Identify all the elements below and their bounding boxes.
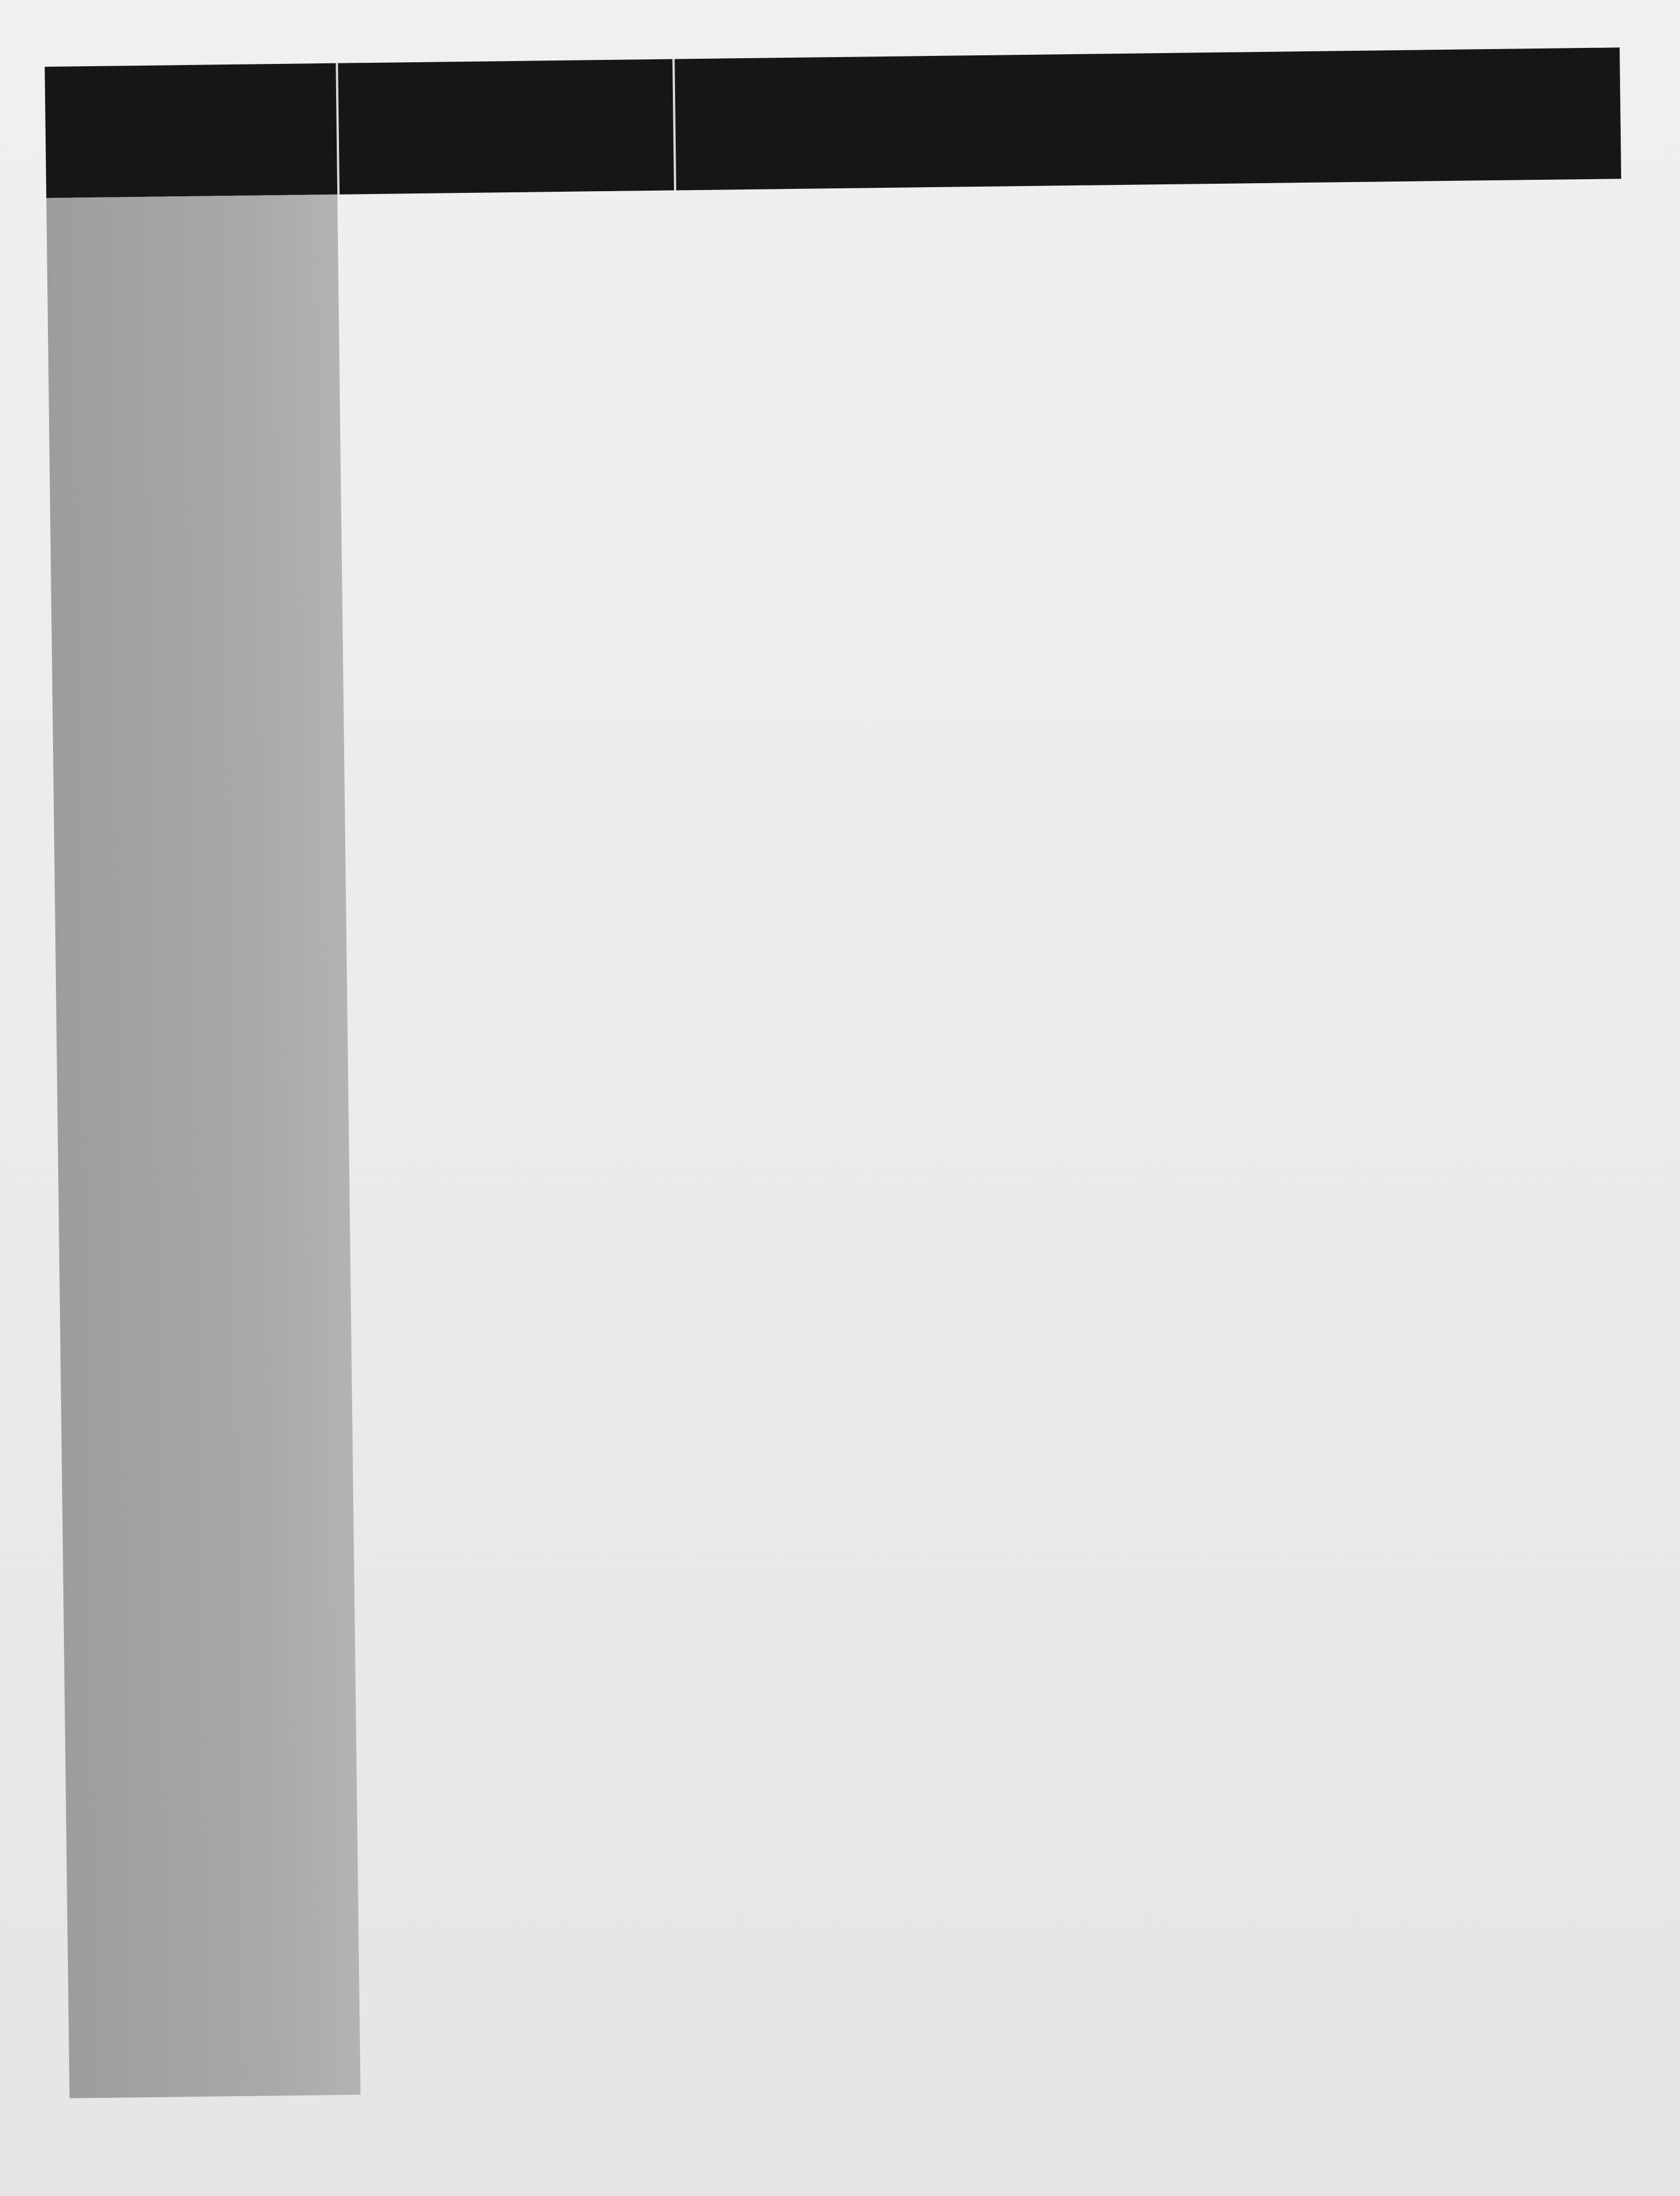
table-header: [45, 47, 1621, 198]
table-body: [337, 179, 1645, 2094]
header-name: [336, 59, 676, 195]
sport-group-cell: [46, 195, 361, 2098]
header-leistung: [672, 47, 1624, 190]
achievements-table: [45, 47, 1644, 2098]
header-sportart: [45, 63, 337, 198]
